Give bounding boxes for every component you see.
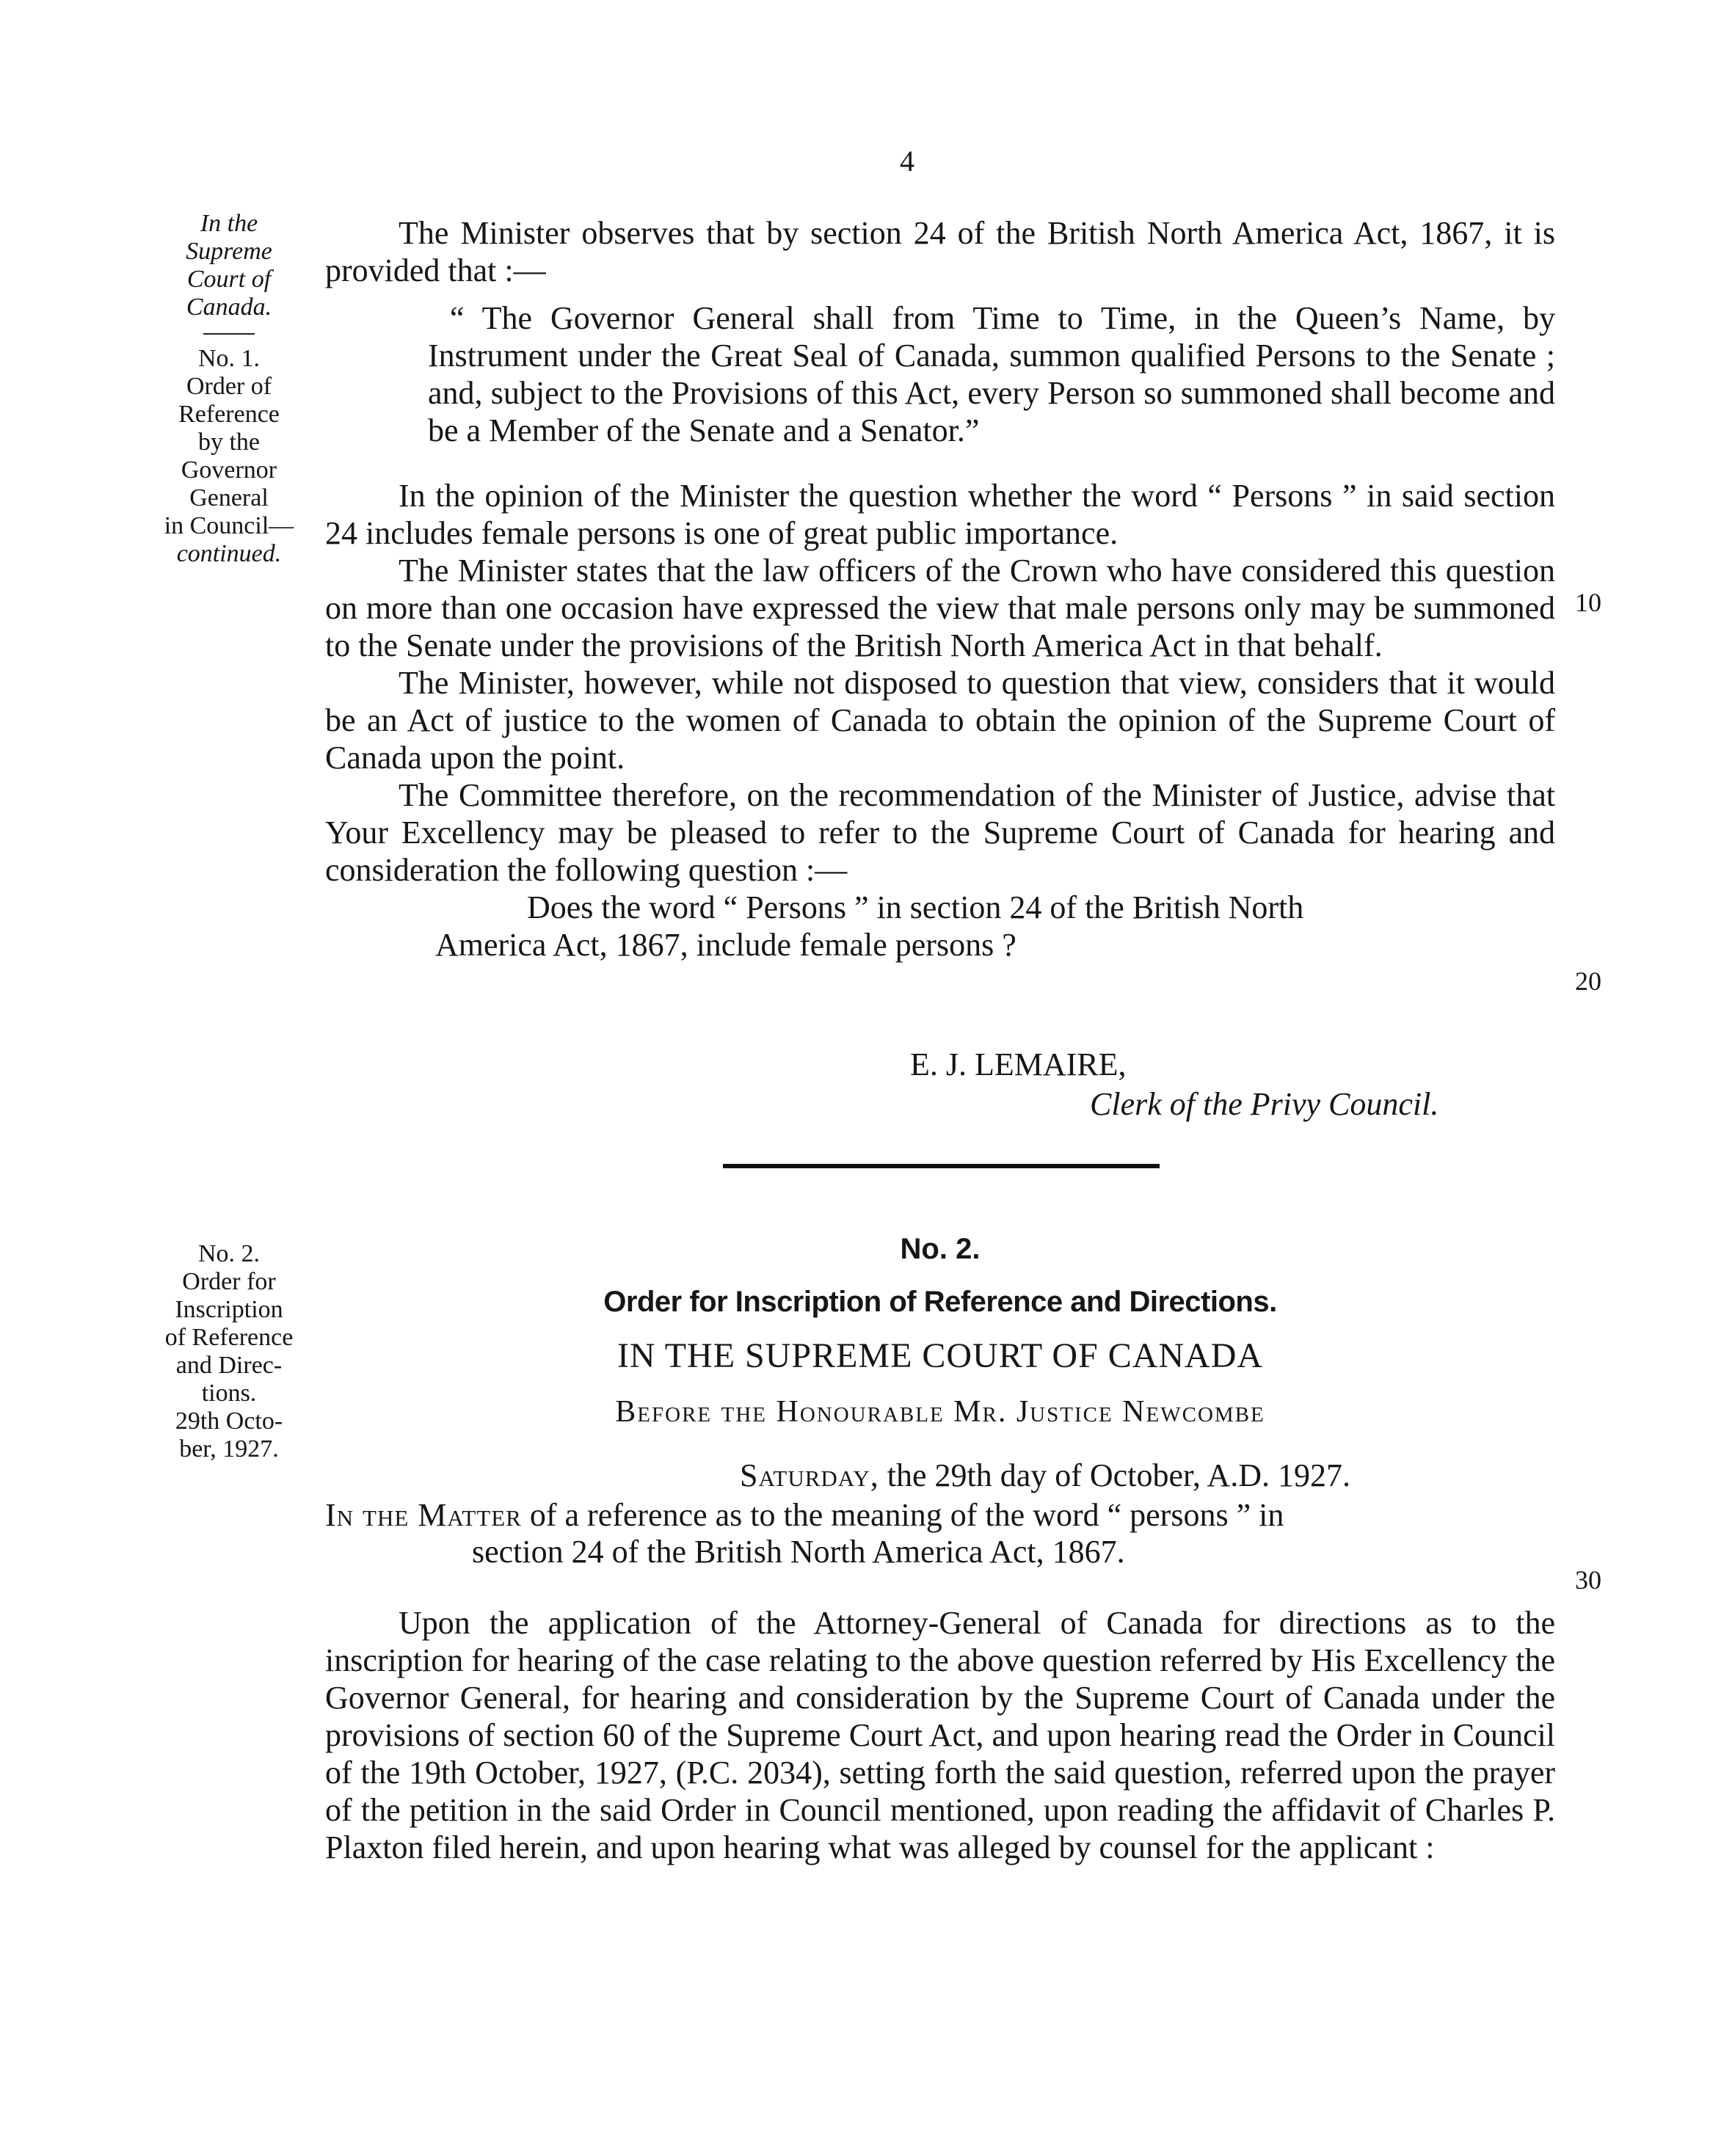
section-divider [723,1164,1160,1168]
page-number: 4 [900,145,914,178]
margin-line: General [189,484,269,511]
order-date [740,1457,1350,1494]
order-2-number: No. 2. [900,1233,981,1265]
signature-title: Clerk of the Privy Council. [1090,1086,1439,1122]
margin-line: in Council— [164,512,294,539]
margin-continued: continued. [176,540,282,567]
margin-court-line: Supreme [186,238,272,265]
before-justice-heading: Before the Honourable Mr. Justice Newcombe [615,1395,1265,1429]
opinion-paragraph: In the opinion of the Minister the question whether the word “ Persons ” in said section 24 includes female persons is one of great public importance. [325,478,1555,551]
order-2-title: Order for Inscription of Reference and Directions. [603,1286,1277,1318]
matter-lead: In the Matter [325,1497,522,1533]
margin-line: No. 2. [197,1240,261,1267]
margin-rule [203,333,255,335]
question-line: America Act, 1867, include female persons ? [435,927,1016,963]
margin-line: tions. [201,1380,257,1407]
margin-line: of Reference [164,1324,294,1351]
intro-paragraph: The Minister observes that by section 24 of the British North America Act, 1867, it is provided that :— [325,215,1555,288]
margin-court-line: In the [200,210,258,237]
line-number: 10 [1575,588,1601,617]
margin-note-order-1 [141,210,317,568]
matter-text: of a reference as to the meaning of the word “ persons ” in [529,1497,1284,1533]
margin-court-line: Court of [186,266,272,293]
quoted-section-24: “ The Governor General shall from Time to Time, in the Queen’s Name, by Instrument under the Great Seal of Canada, summon qualified Persons to the Senate ; and, subject to the Provisions of this Act, every Person so summoned shall become and be a Member of the Senate and a Senator.” [428,300,1555,448]
date-day: Saturday, [740,1457,879,1493]
committee-paragraph: The Committee therefore, on the recommendation of the Minister of Justice, advise that Your Excellency may be pleased to refer to the Supreme Court of Canada for hearing and consideration the following question :— [325,777,1555,888]
margin-court-line: Canada. [186,294,272,321]
margin-line: 29th Octo- [175,1407,283,1435]
margin-line: ber, 1927. [179,1435,279,1463]
signature-name: E. J. LEMAIRE, [910,1046,1127,1082]
margin-line: No. 1. [197,345,261,372]
application-paragraph: Upon the application of the Attorney-General of Canada for directions as to the inscription for hearing of the case relating to the above question referred by His Excellency the Governor General, for hearing and consideration by the Supreme Court of Canada under the provisions of section 60 of the Supreme Court Act, and upon hearing read the Order in Council of the 19th October, 1927, (P.C. 2034), setting forth the said question, referred upon the prayer of the petition in the said Order in Council mentioned, upon reading the affidavit of Charles P. Plaxton filed herein, and upon hearing what was alleged by counsel for the applicant : [325,1605,1555,1865]
margin-line: and Direc- [175,1352,283,1379]
states-paragraph: The Minister states that the law officers of the Crown who have considered this question on more than one occasion have expressed the view that male persons only may be summoned to the Senate under the provisions of the British North America Act in that behalf. [325,553,1555,663]
margin-line: Governor [181,456,277,484]
signature-block [910,1045,1439,1124]
margin-line: Inscription [175,1296,283,1323]
line-number: 30 [1575,1565,1601,1595]
margin-line: Reference [178,401,280,428]
question-line: Does the word “ Persons ” in section 24 of the British North [527,889,1304,925]
margin-line: Order of [186,373,272,400]
question-paragraph [435,889,1555,964]
order-2-body [325,1604,1555,1866]
order-1-body [325,214,1555,964]
matter-line-2: section 24 of the British North America Act, 1867. [472,1534,1125,1570]
margin-line: by the [197,429,261,456]
court-heading: IN THE SUPREME COURT OF CANADA [617,1336,1264,1375]
in-the-matter [325,1497,1555,1570]
margin-line: Order for [182,1268,276,1295]
line-number: 20 [1575,966,1601,996]
margin-note-order-2 [141,1240,317,1463]
date-rest: the 29th day of October, A.D. 1927. [887,1457,1350,1493]
however-paragraph: The Minister, however, while not disposed to question that view, considers that it would be an Act of justice to the women of Canada to obtain the opinion of the Supreme Court of Canada upon the point. [325,665,1555,776]
